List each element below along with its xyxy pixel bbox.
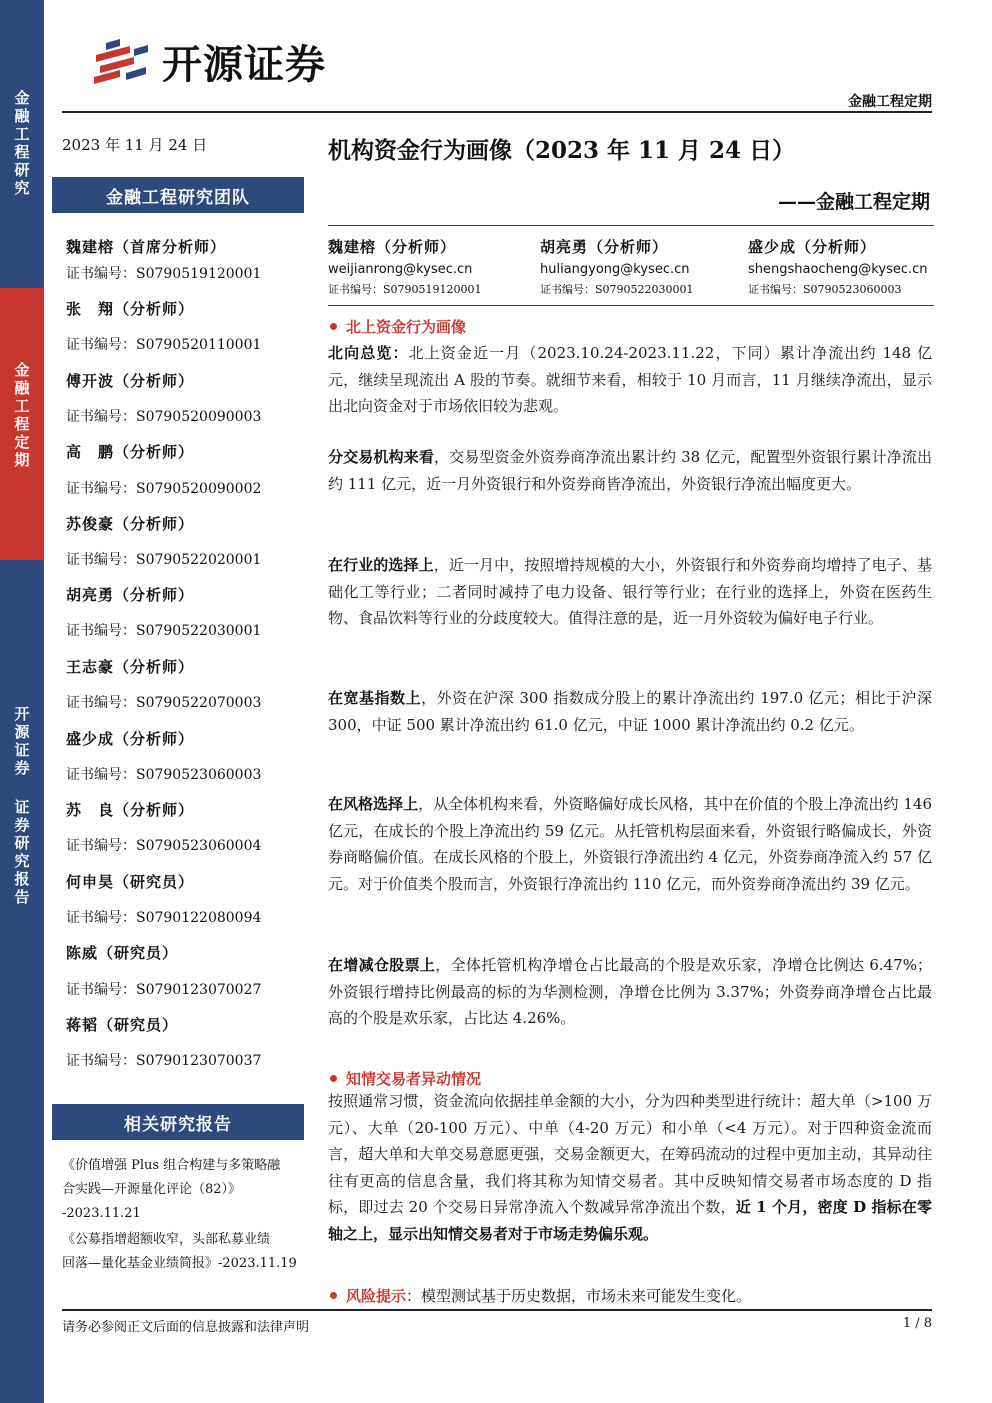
analyst-name: 苏俊豪（分析师） [66,515,195,533]
author-block [540,236,694,297]
brand-name: 开源证券 [162,41,326,88]
footer-divider [62,1309,932,1311]
analyst-cert: 证书编号：S0790522030001 [66,623,262,639]
analyst-name: 胡亮勇（分析师） [66,586,195,604]
author-email[interactable]: huliangyong@kysec.cn [540,262,690,277]
strip-segment-brand: 开源证券 证券研究报告 [0,560,44,1403]
page-subtitle: ——金融工程定期 [777,191,930,213]
analyst-name: 苏 良（分析师） [66,801,195,819]
page-number: 1 / 8 [902,1316,932,1331]
bullet-icon [330,1075,337,1082]
paragraph-northbound-overview: 北向总览：北上资金近一月（2023.10.24-2023.11.22，下同）累计净流出约 148 亿元，继续呈现流出 A 股的节奏。就细节来看，相较于 10 月而言，11 月继续净流出，显示出北向资金对于市场依旧较为悲观。 [328,344,932,415]
analyst-name: 傅开波（分析师） [66,372,195,390]
strip-segment-periodic: 金融工程定期 [0,288,44,560]
paragraph-industry: 在行业的选择上，近一月中，按照增持规模的大小，外资银行和外资券商均增持了电子、基础化工等行业；二者同时减持了电力设备、银行等行业；在行业的选择上，外资在医药生物、食品饮料等行业的分歧度较大。值得注意的是，近一月外资较为偏好电子行业。 [328,556,932,627]
author-cert: 证书编号：S0790522030001 [540,283,694,296]
author-name: 魏建榕（分析师） [328,238,457,256]
header-tag: 金融工程定期 [848,94,932,110]
author-email[interactable]: weijianrong@kysec.cn [328,262,473,277]
section-heading: 北上资金行为画像 [330,316,466,337]
related-reports-banner: 相关研究报告 [52,1104,304,1140]
analyst-cert: 证书编号：S0790520090002 [66,481,262,497]
author-cert: 证书编号：S0790523060003 [748,283,902,296]
risk-notice: 风险提示 ：模型测试基于历史数据，市场未来可能发生变化。 [330,1285,751,1306]
author-name: 胡亮勇（分析师） [540,238,669,256]
analyst-cert: 证书编号：S0790519120001 [66,266,262,282]
author-divider [328,305,934,306]
header-divider [62,111,932,113]
team-banner: 金融工程研究团队 [52,177,304,213]
side-strip [0,0,44,1403]
analyst-cert: 证书编号：S0790523060003 [66,767,262,783]
author-cert: 证书编号：S0790519120001 [328,283,482,296]
section-heading: 知情交易者异动情况 [330,1068,481,1089]
analyst-name: 高 鹏（分析师） [66,443,195,461]
analyst-name: 王志豪（分析师） [66,658,195,676]
author-name: 盛少成（分析师） [748,238,877,256]
paragraph-position-change: 在增减仓股票上，全体托管机构净增仓占比最高的个股是欢乐家，净增仓比例达 6.47%；外资银行增持比例最高的标的为华测检测，净增仓比例为 3.37%；外资券商净增仓占比最高的个股是欢乐家，占比达 4.26%。 [328,956,932,1027]
paragraph-style: 在风格选择上，从全体机构来看，外资略偏好成长风格，其中在价值的个股上净流出约 146 亿元，在成长的个股上净流出约 59 亿元。从托管机构层面来看，外资银行略偏成长，外资券商略偏价值。在成长风格的个股上，外资银行净流出约 4 亿元，外资券商净流入约 57 亿元。对于价值类个股而言，外资银行净流出约 110 亿元，而外资券商净流出约 39 亿元。 [328,795,932,893]
bullet-icon [330,1292,337,1299]
page-title: 机构资金行为画像（2023 年 11 月 24 日） [328,137,796,164]
analyst-cert: 证书编号：S0790522020001 [66,552,262,568]
logo-mark-icon [90,37,152,85]
analyst-name: 盛少成（分析师） [66,730,195,748]
title-divider [328,225,934,226]
analyst-cert: 证书编号：S0790523060004 [66,838,262,854]
paragraph-by-institution: 分交易机构来看，交易型资金外资券商净流出累计约 38 亿元，配置型外资银行累计净流出约 111 亿元，近一月外资银行和外资券商皆净流出，外资银行净流出幅度更大。 [328,448,932,493]
report-date: 2023 年 11 月 24 日 [62,136,208,154]
analyst-cert: 证书编号：S0790123070027 [66,982,262,998]
bullet-icon [330,323,337,330]
paragraph-broad-index: 在宽基指数上，外资在沪深 300 指数成分股上的累计净流出约 197.0 亿元；相比于沪深 300，中证 500 累计净流出约 61.0 亿元，中证 1000 累计净流出约 0.2 亿元。 [328,689,932,734]
related-report-link[interactable]: 《价值增强 Plus 组合构建与多策略融 合实践—开源量化评论（82）》 -2023.11.21 [62,1158,281,1221]
related-report-link[interactable]: 《公募指增超额收窄，头部私募业绩 回落—量化基金业绩简报》-2023.11.19 [62,1232,297,1271]
brand-logo [90,34,380,88]
analyst-name: 陈威（研究员） [66,944,179,962]
author-email[interactable]: shengshaocheng@kysec.cn [748,262,928,277]
analyst-cert: 证书编号：S0790520110001 [66,337,262,353]
analyst-name: 张 翔（分析师） [66,300,195,318]
author-block [328,236,482,297]
analyst-name: 蒋韬（研究员） [66,1016,179,1034]
paragraph-informed-traders: 按照通常习惯，资金流向依据挂单金额的大小，分为四种类型进行统计：超大单（>100 万元）、大单（20-100 万元）、中单（4-20 万元）和小单（<4 万元）。对于四种资金流而言，超大单和大单交易意愿更强，交易金额更大，在筹码流动的过程中更加主动，其异动往往有更高的信息含量，我们将其称为知情交易者。其中反映知情交易者市场态度的 D 指标，即过去 20 个交易日异常净流入个数减异常净流出个数，近 1 个月，密度 D 指标在零轴之上，显示出知情交易者对于市场走势偏乐观。 [328,1092,932,1243]
analyst-name: 魏建榕（首席分析师） [66,238,227,256]
footer-disclaimer: 请务必参阅正文后面的信息披露和法律声明 [62,1320,310,1335]
analyst-name: 何申昊（研究员） [66,873,195,891]
analyst-cert: 证书编号：S0790522070003 [66,695,262,711]
analyst-cert: 证书编号：S0790520090003 [66,409,262,425]
analyst-cert: 证书编号：S0790123070037 [66,1053,262,1069]
strip-segment-research: 金融工程研究 [0,0,44,288]
analyst-cert: 证书编号：S0790122080094 [66,910,262,926]
author-block [748,236,928,297]
